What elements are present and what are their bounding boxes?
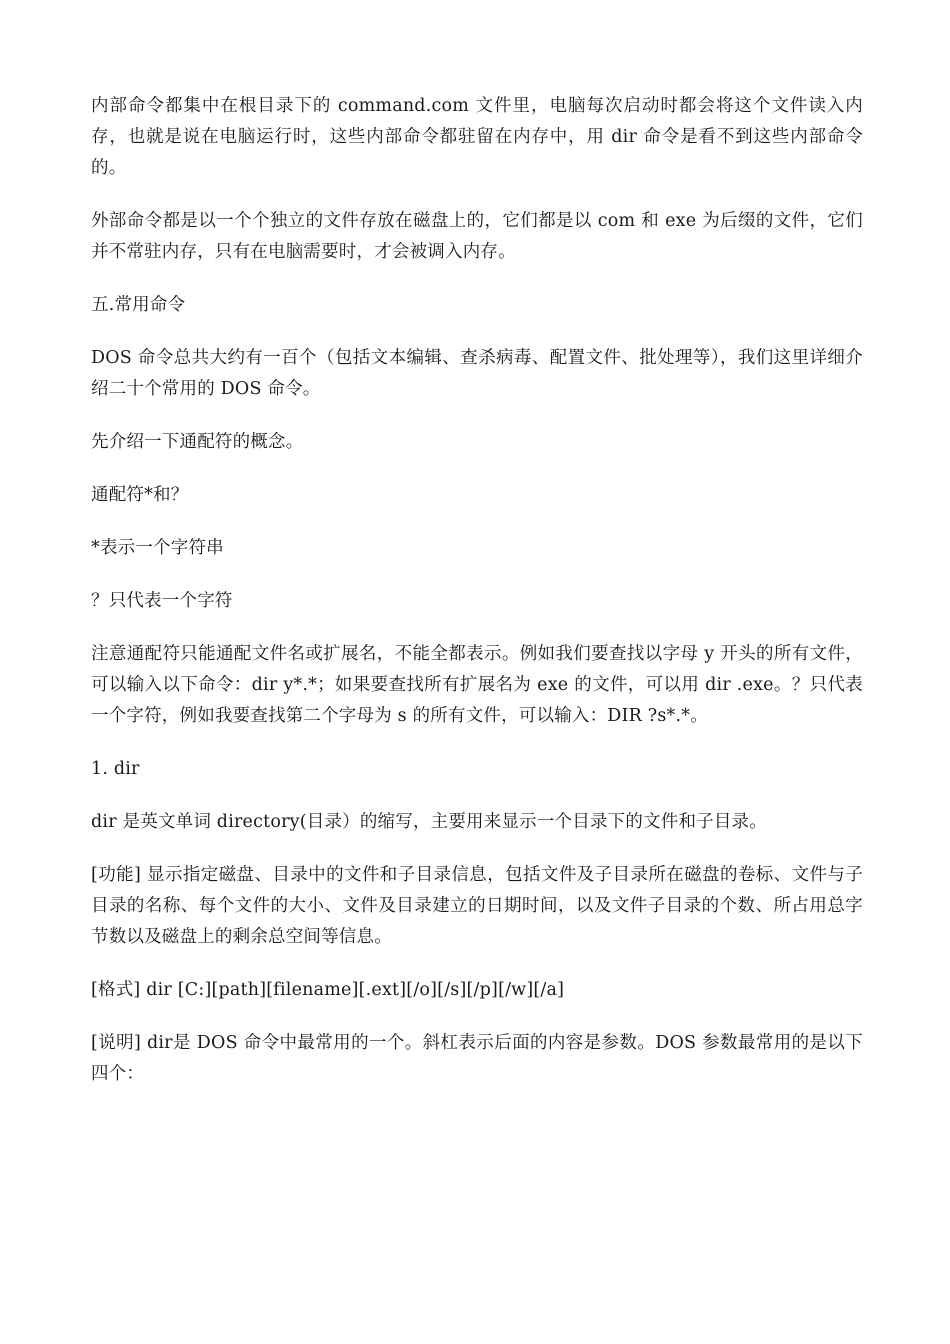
heading-dir: 1. dir	[91, 759, 140, 779]
paragraph-internal-commands: 内部命令都集中在根目录下的 command.com 文件里，电脑每次启动时都会将这个文件读入内存，也就是说在电脑运行时，这些内部命令都驻留在内存中，用 dir 命令是看不到这些内部命令的。	[91, 96, 863, 178]
paragraph-wildcard-heading: 通配符*和？	[91, 485, 189, 505]
paragraph-wildcard-intro: 先介绍一下通配符的概念。	[91, 432, 304, 452]
paragraph-question-mark-meaning: ？只代表一个字符	[91, 591, 233, 611]
paragraph-asterisk-meaning: *表示一个字符串	[91, 538, 224, 558]
section-heading-common-commands: 五.常用命令	[91, 295, 186, 315]
paragraph-dir-definition: dir 是英文单词 directory(目录）的缩写，主要用来显示一个目录下的文件和子目录。	[91, 812, 767, 832]
paragraph-dos-command-count: DOS 命令总共大约有一百个（包括文本编辑、查杀病毒、配置文件、批处理等），我们这里详细介绍二十个常用的 DOS 命令。	[91, 348, 863, 399]
paragraph-external-commands: 外部命令都是以一个个独立的文件存放在磁盘上的，它们都是以 com 和 exe 为后缀的文件，它们并不常驻内存，只有在电脑需要时，才会被调入内存。	[91, 211, 863, 262]
paragraph-dir-format: [格式] dir [C:][path][filename][.ext][/o][/s][/p][/w][/a]	[91, 980, 565, 1000]
paragraph-dir-description: [说明] dir是 DOS 命令中最常用的一个。斜杠表示后面的内容是参数。DOS 参数最常用的是以下四个：	[91, 1033, 863, 1084]
document-body	[91, 91, 863, 1112]
paragraph-wildcard-examples: 注意通配符只能通配文件名或扩展名，不能全都表示。例如我们要查找以字母 y 开头的所有文件，可以输入以下命令：dir y*.*；如果要查找所有扩展名为 exe 的文件，可以用 dir .exe。？只代表一个字符，例如我要查找第二个字母为 s 的所有文件，可以输入：DIR ?s*.*。	[91, 644, 863, 726]
paragraph-dir-function: [功能] 显示指定磁盘、目录中的文件和子目录信息，包括文件及子目录所在磁盘的卷标、文件与子目录的名称、每个文件的大小、文件及目录建立的日期时间，以及文件子目录的个数、所占用总字节数以及磁盘上的剩余总空间等信息。	[91, 865, 863, 947]
